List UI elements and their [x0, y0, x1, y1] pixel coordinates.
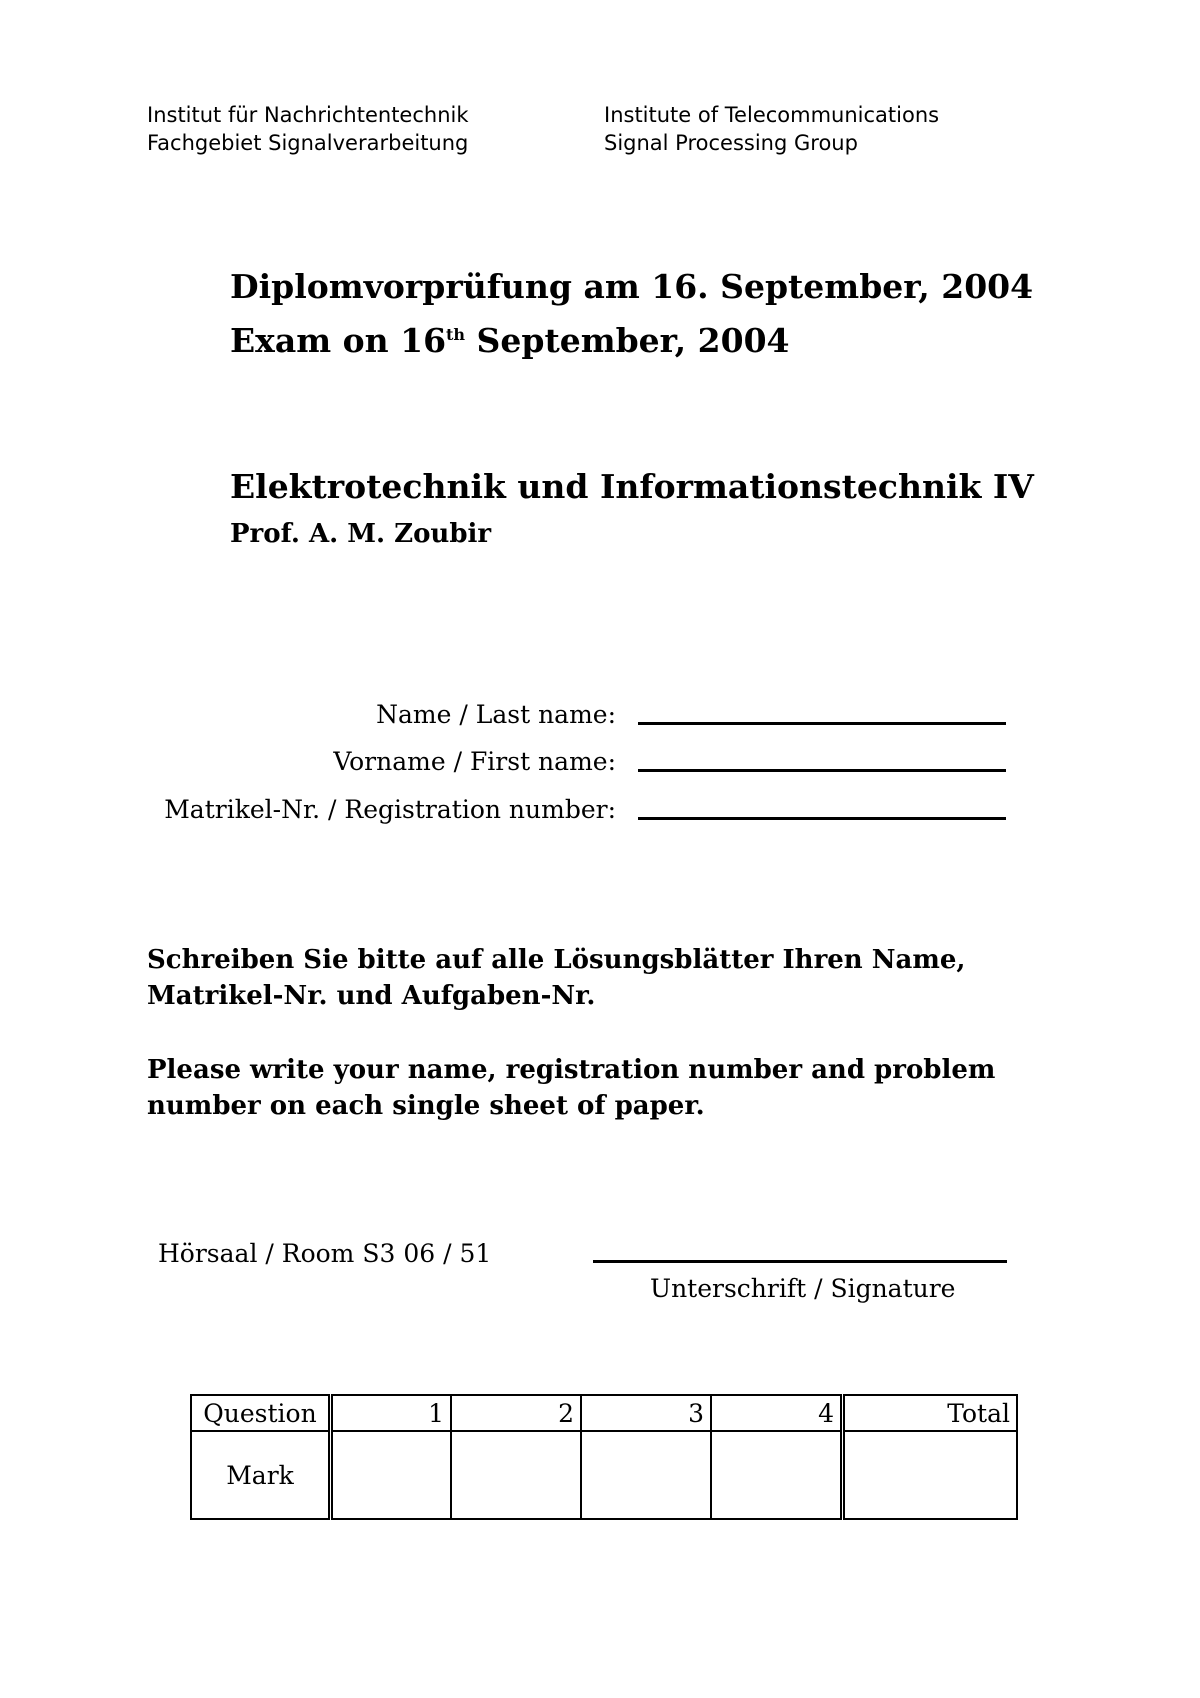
first-name-field[interactable] [638, 769, 1006, 772]
registration-label: Matrikel-Nr. / Registration number: [164, 795, 616, 824]
question-col-2: 2 [451, 1395, 581, 1431]
mark-header: Mark [191, 1431, 331, 1519]
institute-name-en: Institute of Telecommunications [604, 103, 940, 127]
mark-cell-2 [451, 1431, 581, 1519]
mark-cell-3 [581, 1431, 711, 1519]
course-name: Elektrotechnik und Informationstechnik IV [230, 467, 1034, 506]
instructions-en: Please write your name, registration number and problem number on each single sheet of paper. [147, 1055, 996, 1121]
mark-cell-total [843, 1431, 1018, 1519]
question-col-3: 3 [581, 1395, 711, 1431]
exam-title-en-sup: th [446, 325, 466, 344]
exam-title-en-suffix: September, 2004 [465, 321, 790, 360]
total-header: Total [843, 1395, 1018, 1431]
mark-cell-1 [331, 1431, 452, 1519]
exam-title-en [230, 312, 790, 364]
group-name-de: Fachgebiet Signalverarbeitung [147, 131, 469, 155]
registration-field[interactable] [638, 817, 1006, 820]
question-header: Question [191, 1395, 331, 1431]
group-name-en: Signal Processing Group [604, 131, 858, 155]
first-name-label: Vorname / First name: [333, 747, 616, 776]
instructions-de: Schreiben Sie bitte auf alle Lösungsblätter Ihren Name, Matrikel-Nr. und Aufgaben-Nr. [147, 945, 966, 1011]
institute-name-de: Institut für Nachrichtentechnik [147, 103, 469, 127]
marks-table [190, 1394, 1018, 1520]
room-info: Hörsaal / Room S3 06 / 51 [158, 1239, 492, 1268]
mark-cell-4 [711, 1431, 843, 1519]
last-name-field[interactable] [638, 722, 1006, 725]
question-col-1: 1 [331, 1395, 452, 1431]
question-col-4: 4 [711, 1395, 843, 1431]
institute-header-en [604, 101, 939, 157]
signature-label: Unterschrift / Signature [650, 1274, 956, 1303]
signature-field[interactable] [593, 1260, 1007, 1263]
question-row [191, 1395, 1017, 1431]
professor-name: Prof. A. M. Zoubir [230, 519, 492, 549]
mark-row [191, 1431, 1017, 1519]
exam-title-en-prefix: Exam on 16 [230, 321, 447, 360]
institute-header-de [147, 101, 469, 157]
exam-title-de: Diplomvorprüfung am 16. September, 2004 [230, 267, 1034, 306]
last-name-label: Name / Last name: [376, 700, 616, 729]
